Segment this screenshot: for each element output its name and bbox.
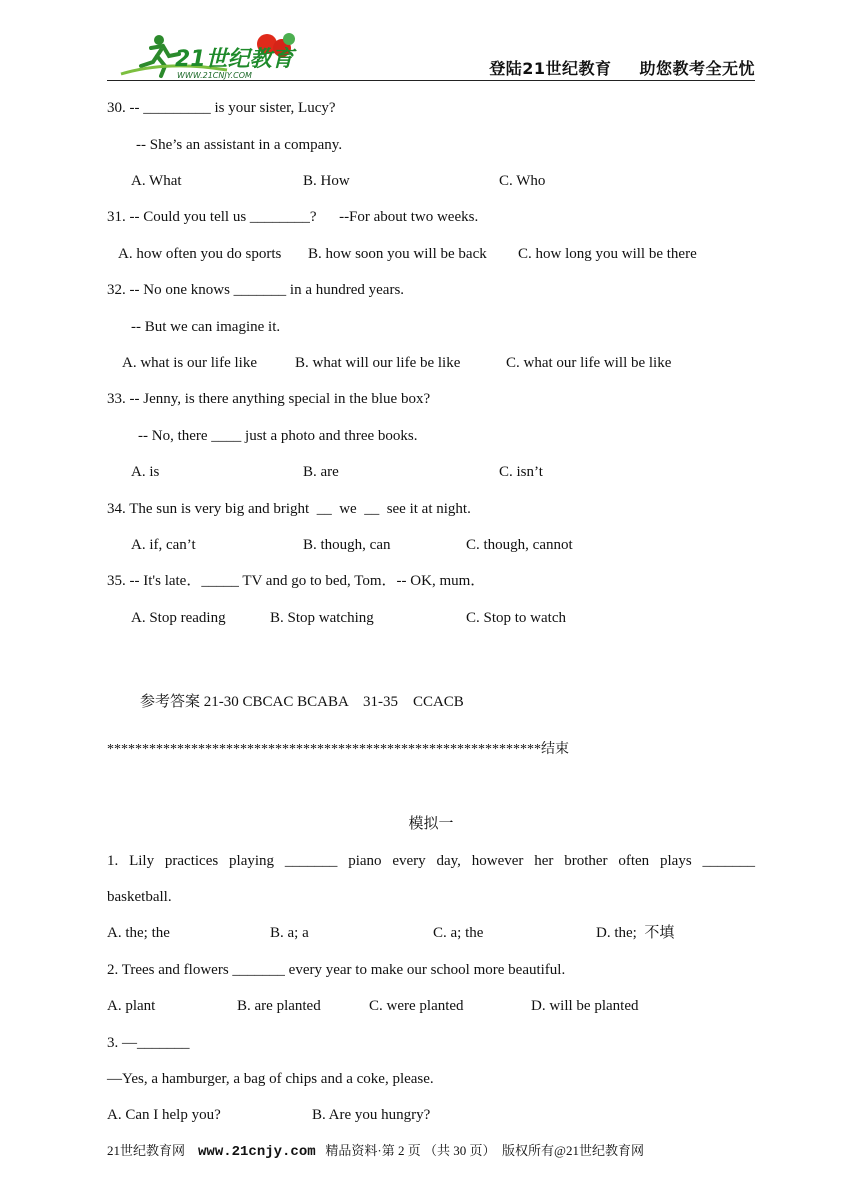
q33-reply: -- No, there ____ just a photo and three books. — [138, 428, 418, 444]
m2-stem: 2. Trees and flowers _______ every year to make our school more beautiful. — [107, 962, 566, 978]
m1-option-c: C. a; the — [433, 925, 484, 941]
q30-option-b: B. How — [303, 173, 350, 189]
q33-option-a: A. is — [131, 464, 160, 480]
logo-url: WWW.21CNJY.COM — [177, 71, 252, 80]
page-footer — [107, 1140, 644, 1160]
m3-stem: 3. —_______ — [107, 1035, 190, 1051]
m2-option-a: A. plant — [107, 998, 156, 1014]
m1-option-d: D. the; 不填 — [596, 925, 675, 941]
q30-option-a: A. What — [131, 173, 182, 189]
footer-copyright: 版权所有@21世纪教育网 — [501, 1143, 644, 1158]
q32-option-c: C. what our life will be like — [506, 355, 672, 371]
header-slogan — [489, 56, 755, 79]
site-logo — [107, 30, 307, 82]
q32-reply: -- But we can imagine it. — [131, 319, 281, 335]
m3-option-a: A. Can I help you? — [107, 1107, 221, 1123]
q34-stem: 34. The sun is very big and bright __ we __ see it at night. — [107, 501, 471, 517]
q35-option-a: A. Stop reading — [131, 610, 226, 626]
q35-option-c: C. Stop to watch — [466, 610, 566, 626]
q34-option-b: B. though, can — [303, 537, 391, 553]
footer-site: 21世纪教育网 — [107, 1143, 186, 1158]
q35-option-b: B. Stop watching — [270, 610, 374, 626]
m3-reply: —Yes, a hamburger, a bag of chips and a coke, please. — [107, 1071, 434, 1087]
footer-page-info: 精品资料·第 2 页 （共 30 页） — [325, 1143, 496, 1158]
m3-option-b: B. Are you hungry? — [312, 1107, 431, 1123]
logo-text: 21世纪教育 — [175, 47, 294, 72]
q32-option-b: B. what will our life be like — [295, 355, 461, 371]
end-marker: **************************************************************结束 — [107, 742, 569, 757]
q30-stem: 30. -- _________ is your sister, Lucy? — [107, 100, 336, 116]
m1-stem-line1: 1. Lily practices playing _______ piano every day, however her brother often plays _______ — [107, 853, 755, 869]
answer-key: 参考答案 21-30 CBCAC BCABA 31-35 CCACB — [140, 694, 464, 710]
q32-stem: 32. -- No one knows _______ in a hundred years. — [107, 282, 405, 298]
q31-option-b: B. how soon you will be back — [308, 246, 487, 262]
q33-option-c: C. isn’t — [499, 464, 543, 480]
m2-option-d: D. will be planted — [531, 998, 639, 1014]
q35-stem: 35. -- It's late．_____ TV and go to bed, Tom．-- OK, mum． — [107, 573, 486, 589]
slogan-right: 助您教考全无忧 — [639, 59, 755, 78]
q34-option-c: C. though, cannot — [466, 537, 573, 553]
q30-option-c: C. Who — [499, 173, 546, 189]
header-divider — [107, 80, 755, 81]
q33-stem: 33. -- Jenny, is there anything special in the blue box? — [107, 391, 431, 407]
m2-option-b: B. are planted — [237, 998, 321, 1014]
q33-option-b: B. are — [303, 464, 339, 480]
q30-reply: -- She’s an assistant in a company. — [136, 137, 343, 153]
page-header — [107, 30, 755, 82]
m1-option-b: B. a; a — [270, 925, 309, 941]
m1-stem-line2: basketball. — [107, 889, 172, 905]
q32-option-a: A. what is our life like — [122, 355, 257, 371]
m2-option-c: C. were planted — [369, 998, 464, 1014]
q31-option-a: A. how often you do sports — [118, 246, 282, 262]
m1-option-a: A. the; the — [107, 925, 170, 941]
slogan-left: 登陆21世纪教育 — [489, 59, 612, 78]
footer-url-link[interactable]: www.21cnjy.com — [198, 1144, 316, 1160]
section-title: 模拟一 — [408, 816, 454, 832]
q34-option-a: A. if, can’t — [131, 537, 196, 553]
q31-stem: 31. -- Could you tell us ________? --For about two weeks. — [107, 209, 479, 225]
q31-option-c: C. how long you will be there — [518, 246, 697, 262]
